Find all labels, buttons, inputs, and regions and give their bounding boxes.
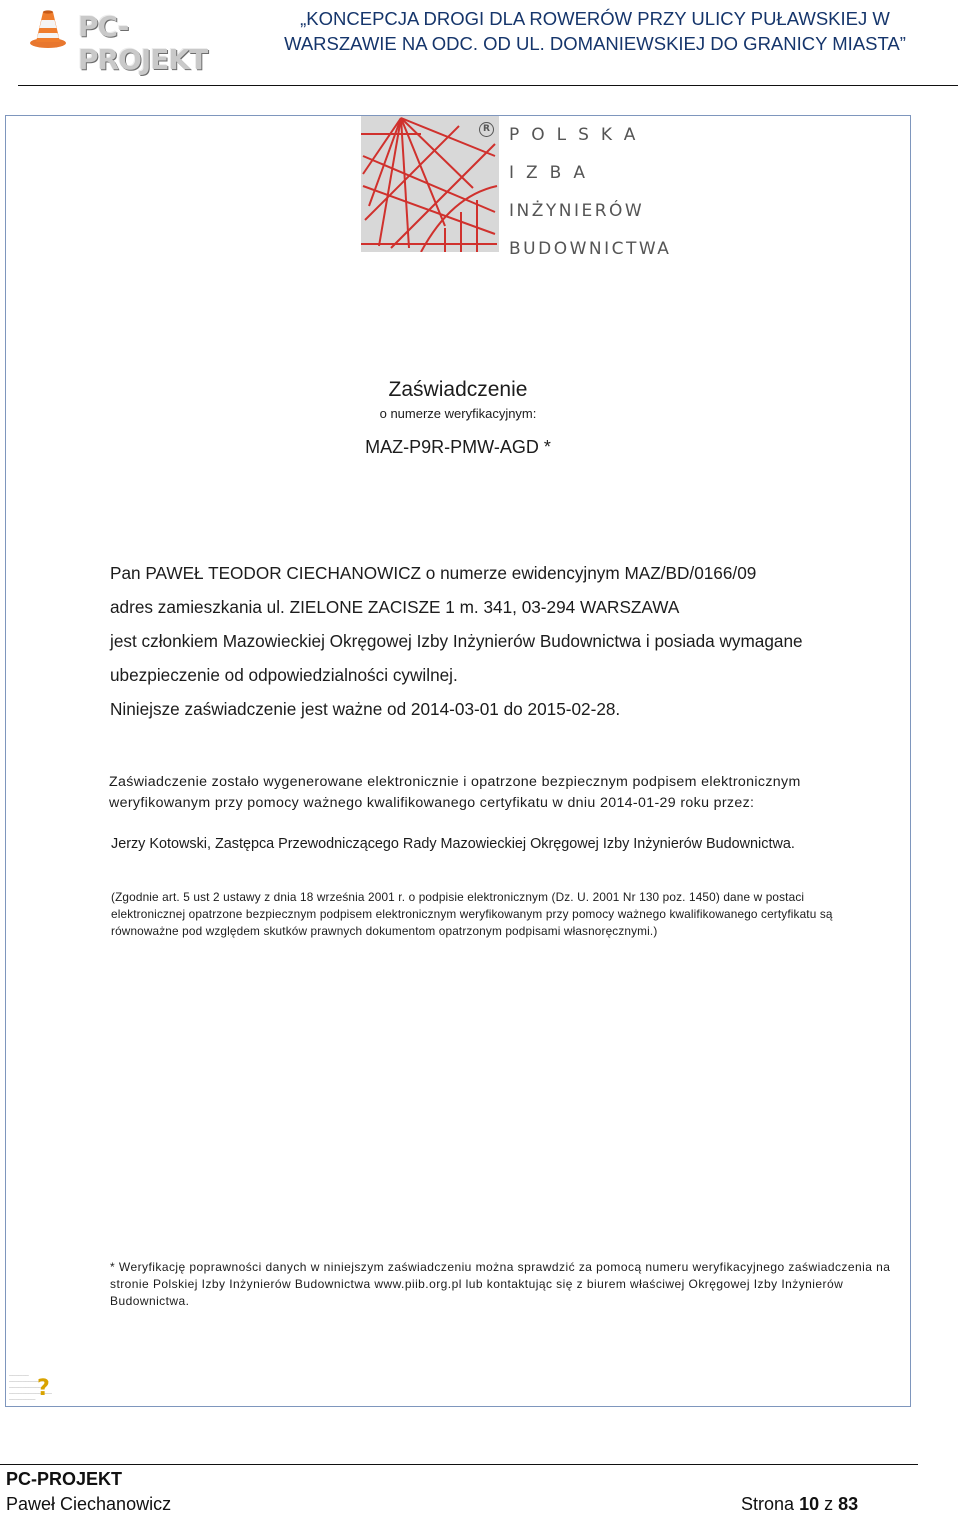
certificate-image bbox=[5, 115, 911, 1407]
footer-divider bbox=[0, 1464, 918, 1465]
header-divider bbox=[18, 85, 958, 86]
body-line: ubezpieczenie od odpowiedzialności cywilnej. bbox=[110, 665, 458, 685]
piib-word-inzynierow: INŻYNIERÓW bbox=[509, 201, 645, 221]
legal-note-line: (Zgodnie art. 5 ust 2 ustawy z dnia 18 września 2001 r. o podpisie elektronicznym (Dz. U. 2001 Nr 130 poz. 1450) dane w postaci bbox=[111, 890, 805, 904]
page-header bbox=[0, 0, 960, 88]
document-title-line-1: „KONCEPCJA DROGI DLA ROWERÓW PRZY ULICY PUŁAWSKIEJ W bbox=[300, 8, 890, 29]
footnote-line: stronie Polskiej Izby Inżynierów Budownictwa www.piib.org.pl lub kontaktując się z biurem właściwej Okręgowej Izby Inżynierów bbox=[110, 1277, 844, 1291]
generation-note-line: Zaświadczenie zostało wygenerowane elektronicznie i opatrzone bezpiecznym podpisem elektronicznym bbox=[109, 774, 801, 790]
certificate-body bbox=[110, 556, 900, 726]
generation-note bbox=[109, 772, 899, 814]
piib-word-izba: IZBA bbox=[509, 163, 597, 183]
piib-word-polska: POLSKA bbox=[509, 125, 648, 145]
piib-logo bbox=[361, 116, 672, 259]
page-label: Strona bbox=[741, 1494, 795, 1514]
verification-footnote bbox=[110, 1259, 900, 1310]
signature-stamp-lines: —————— ———————————— —————————— ————————————— ———————— bbox=[9, 1373, 52, 1401]
footer-company: PC-PROJEKT bbox=[6, 1469, 123, 1489]
registered-mark: R bbox=[479, 122, 494, 137]
footnote-line: * Weryfikację poprawności danych w niniejszym zaświadczeniu można sprawdzić za pomocą numeru weryfikacyjnego zaświadczenia na bbox=[110, 1260, 891, 1274]
page-separator: z bbox=[824, 1494, 834, 1514]
body-line: adres zamieszkania ul. ZIELONE ZACISZE 1 m. 341, 03-294 WARSZAWA bbox=[110, 597, 680, 617]
logo-text: PC-PROJEKT bbox=[78, 10, 208, 76]
legal-note bbox=[111, 889, 901, 940]
certificate-title: Zaświadczenie bbox=[388, 378, 528, 401]
traffic-cone-icon bbox=[28, 6, 68, 50]
page-current: 10 bbox=[799, 1494, 820, 1514]
legal-note-line: równoważne pod względem skutków prawnych dokumentom opatrzonym podpisami własnoręcznymi.) bbox=[111, 924, 658, 938]
footnote-line: Budownictwa. bbox=[110, 1294, 190, 1308]
piib-word-budownictwa: BUDOWNICTWA bbox=[509, 239, 672, 259]
certificate-subtitle: o numerze weryfikacyjnym: bbox=[379, 406, 537, 421]
footer-author: Paweł Ciechanowicz bbox=[6, 1494, 172, 1514]
piib-logo-emblem bbox=[361, 116, 499, 252]
body-line: jest członkiem Mazowieckiej Okręgowej Izby Inżynierów Budownictwa i posiada wymagane bbox=[110, 631, 803, 651]
electronic-signature-stamp bbox=[9, 1372, 89, 1408]
page-total: 83 bbox=[838, 1494, 859, 1514]
signature-status-icon: ? bbox=[37, 1376, 50, 1401]
signer-line: Jerzy Kotowski, Zastępca Przewodniczącego Rady Mazowieckiej Okręgowej Izby Inżynierów Budownictwa. bbox=[111, 836, 795, 852]
pc-projekt-logo bbox=[28, 6, 228, 76]
legal-note-line: elektronicznej opatrzone bezpiecznym podpisem elektronicznym weryfikowanym przy pomocy ważnego kwalifikowanego certyfikatu są bbox=[111, 907, 833, 921]
document-title-line-2: WARSZAWIE NA ODC. OD UL. DOMANIEWSKIEJ DO GRANICY MIASTA” bbox=[284, 33, 906, 54]
bridge-emblem-icon bbox=[361, 116, 499, 252]
body-line: Niniejsze zaświadczenie jest ważne od 2014-03-01 do 2015-02-28. bbox=[110, 699, 621, 719]
body-line: Pan PAWEŁ TEODOR CIECHANOWICZ o numerze ewidencyjnym MAZ/BD/0166/09 bbox=[110, 563, 757, 583]
page-number bbox=[741, 1494, 858, 1515]
generation-note-line: weryfikowanym przy pomocy ważnego kwalifikowanego certyfikatu w dniu 2014-01-29 roku przez: bbox=[109, 795, 755, 811]
verification-code: MAZ-P9R-PMW-AGD * bbox=[365, 437, 551, 457]
document-title bbox=[250, 6, 940, 56]
piib-logo-text bbox=[509, 116, 672, 268]
